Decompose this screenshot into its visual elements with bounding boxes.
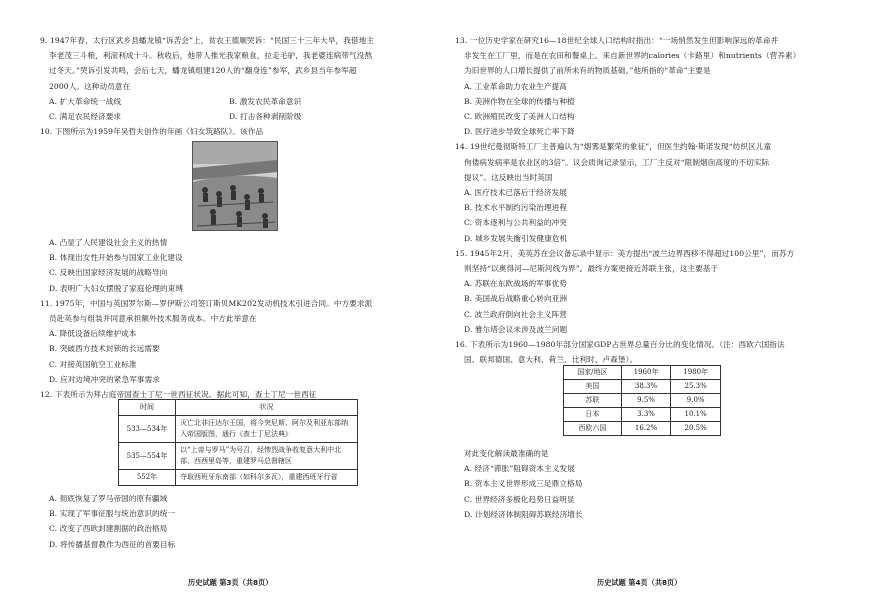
table-cell: 533—534年 xyxy=(119,416,176,443)
q15-option-d: D. 雅尔塔会议未涉及波兰问题 xyxy=(464,324,568,334)
left-column xyxy=(40,33,420,139)
table-cell: 16.2% xyxy=(621,422,671,436)
q11-option-a: A. 降低设备后续维护成本 xyxy=(49,329,137,339)
q13-option-d: D. 医疗进步导致全球死亡率下降 xyxy=(464,127,575,137)
q16-option-b: B. 资本主义世界形成三足鼎立格局 xyxy=(464,479,583,489)
q13-option-b: B. 美洲作物在全球的传播与种植 xyxy=(464,96,575,106)
q15-stem-line: 则坚持“以奥得河—尼斯河线为界”。最终方案更接近苏联主张，这主要基于 xyxy=(464,264,719,274)
q14-stem-line: 14. 19世纪曼彻斯特工厂主普遍认为“烟雾是繁荣的象征”，但医生约翰·斯诺发现“纺织区儿童 xyxy=(455,142,772,152)
q11-stem-line: 11. 1975年，中国与英国罗尔斯—罗伊斯公司签订斯贝MK202发动机技术引进合同。中方要求派 xyxy=(40,298,373,308)
table-row xyxy=(564,380,721,394)
table-cell: 9.5% xyxy=(621,394,671,408)
q11-option-d: D. 应对边境冲突的紧急军事需求 xyxy=(49,374,160,384)
q9-stem-line: 2000人。这种动员意在 xyxy=(49,81,131,91)
table-cell: 美国 xyxy=(564,380,622,394)
q16-stem-line: 16. 下表所示为1960—1980年部分国家GDP占世界总量百分比的变化情况。（注：西欧六国指法 xyxy=(455,340,785,350)
q11-option-c: C. 对接英国航空工业标准 xyxy=(49,359,137,369)
table-cell: 灭亡北非汪达尔王国，将今突尼斯、阿尔及利亚东部纳入帝国版图，通行《查士丁尼法典》 xyxy=(176,416,358,443)
q12-table xyxy=(118,399,358,486)
q15-option-b: B. 美国战后战略重心转向亚洲 xyxy=(464,294,568,304)
table-row xyxy=(564,394,721,408)
q16-stem-2: 对此变化解读最准确的是 xyxy=(464,449,549,458)
table-row xyxy=(564,422,721,436)
table-row xyxy=(119,443,358,470)
q15-stem-line: 15. 1945年2月，美英苏在会议备忘录中显示：美方提出“波兰边界西移不得超过100公里”，而苏方 xyxy=(455,248,795,258)
table-cell: 3.3% xyxy=(621,408,671,422)
table-cell: 552年 xyxy=(119,470,176,486)
table-cell: 38.3% xyxy=(621,380,671,394)
table-cell: 535—554年 xyxy=(119,443,176,470)
q13-stem-line: 非发生在工厂里，而是在农田和餐桌上。来自新世界的calories（卡路里）和nutrients（营养素） xyxy=(464,51,801,61)
q9-option-c: C. 满足农民经济要求 xyxy=(49,112,122,122)
q13-stem-line: 为旧世界的人口增长提供了前所未有的物质基础。”他所指的“革命”主要是 xyxy=(464,66,711,76)
table-row xyxy=(119,470,358,486)
q10-stem: 10. 下图所示为1959年吴哲夫创作的年画《妇女筑路队》。该作品 xyxy=(40,127,264,137)
table-cell: 夺取西班牙东南部（如科尔多瓦），重建西班牙行省 xyxy=(176,470,358,486)
right-column-2 xyxy=(455,446,855,522)
table-cell: 以“上帝与罗马”为号召，经惨烈战争收复意大利中北部、西西里岛等，重建罗马总督辖区 xyxy=(176,443,358,470)
table-row xyxy=(119,416,358,443)
table-cell: 20.5% xyxy=(671,422,721,436)
table-header: 国家/地区 xyxy=(564,366,622,380)
q16-table xyxy=(563,365,721,436)
q12-option-b: B. 实现了军事征服与统治意识的统一 xyxy=(49,509,176,519)
q9-option-b: B. 激发农民革命意识 xyxy=(229,96,302,106)
q12-stem: 12. 下表所示为拜占庭帝国查士丁尼一世西征状况。据此可知，查士丁尼一世西征 xyxy=(40,390,317,400)
q14-option-a: A. 医疗技术已落后于经济发展 xyxy=(464,188,567,198)
right-column xyxy=(455,33,855,367)
page-footer: 历史试题 第3页（共8页） xyxy=(188,578,273,587)
table-cell: 25.3% xyxy=(671,380,721,394)
q11-option-b: B. 突破西方技术封锁的长远需要 xyxy=(49,344,160,354)
q10-option-b: B. 体现出女性开始参与国家工业化建设 xyxy=(49,253,183,263)
table-header: 状况 xyxy=(176,400,358,416)
q14-option-c: C. 资本逐利与公共利益的冲突 xyxy=(464,218,567,228)
q9-stem-line: 李老茂三斗粮，利滚利成十斗。秋收后，他带人推光我家粮食，拉走毛驴，我老婆连病带气没熬 xyxy=(49,51,373,61)
table-cell: 日本 xyxy=(564,408,622,422)
q9-stem-line: 9. 1947年春，太行区武乡县蟠龙镇“诉苦会”上，贫农王德顺哭诉：“民国三十三年大旱，我借地主 xyxy=(40,36,374,45)
table-cell: 10.1% xyxy=(671,408,721,422)
q14-stem-line: 提议”。这反映出当时英国 xyxy=(464,172,553,182)
table-header: 1960年 xyxy=(621,366,671,380)
page-footer: 历史试题 第4页（共8页） xyxy=(597,578,682,587)
women-road-team-painting-icon xyxy=(193,142,277,230)
q13-option-a: A. 工业革命助力农业生产提高 xyxy=(464,81,567,91)
q9-option-a: A. 扩大革命统一战线 xyxy=(49,96,122,106)
q16-option-c: C. 世界经济多极化趋势日益明显 xyxy=(464,494,575,504)
table-row xyxy=(564,408,721,422)
q13-option-c: C. 欧洲殖民改变了美洲人口结构 xyxy=(464,112,575,122)
q9-option-d: D. 打击各种剥削阶级 xyxy=(229,112,302,122)
table-cell: 苏联 xyxy=(564,394,622,408)
q16-option-d: D. 计划经济体制阻碍苏联经济增长 xyxy=(464,509,583,519)
q15-option-a: A. 苏联在东欧战场的军事优势 xyxy=(464,279,567,289)
q10-option-d: D. 表明广大妇女摆脱了家庭伦理的束缚 xyxy=(49,283,184,293)
q12-option-d: D. 将传播基督教作为西征的首要目标 xyxy=(49,539,176,549)
q10-option-a: A. 凸显了人民建设社会主义的热情 xyxy=(49,238,168,247)
table-cell: 西欧六国 xyxy=(564,422,622,436)
q14-option-d: D. 城乡发展失衡引发健康危机 xyxy=(464,233,568,243)
q9-stem-line: 过冬天。”哭诉引发共鸣，会后七天，蟠龙镇组建120人的“翻身连”参军，武乡县当年参军超 xyxy=(49,66,357,76)
table-header: 时间 xyxy=(119,400,176,416)
q10-painting xyxy=(192,141,278,231)
q16-stem-line: 国、联邦德国、意大利、荷兰、比利时、卢森堡）。 xyxy=(464,355,638,365)
q12-option-a: A. 彻底恢复了罗马帝国的原有疆域 xyxy=(49,494,168,503)
left-column-2 xyxy=(40,235,420,402)
q15-option-c: C. 波兰政府倒向社会主义阵营 xyxy=(464,309,567,319)
q14-option-b: B. 技术水平制约污染治理进程 xyxy=(464,203,568,213)
q13-stem-line: 13. 一位历史学家在研究16—18世纪全球人口结构时指出：“一场悄然发生但影响深远的革命并 xyxy=(455,36,779,45)
left-column-3 xyxy=(40,491,420,552)
table-cell: 9.0% xyxy=(671,394,721,408)
right-page xyxy=(435,0,870,615)
q11-stem-line: 员赴英参与组装并同意承担额外技术服务成本。中方此举意在 xyxy=(49,314,257,324)
q10-option-c: C. 反映出国家经济发展的战略导向 xyxy=(49,268,168,278)
table-header: 1980年 xyxy=(671,366,721,380)
q14-stem-line: 佝偻病发病率是农业区的3倍”。议会质询记录显示，工厂主反对“限制烟囱高度的不切实际 xyxy=(464,157,770,167)
q12-option-c: C. 改变了西欧封建割据的政治格局 xyxy=(49,524,168,534)
q16-option-a: A. 经济“滞胀”阻碍资本主义发展 xyxy=(464,464,575,474)
